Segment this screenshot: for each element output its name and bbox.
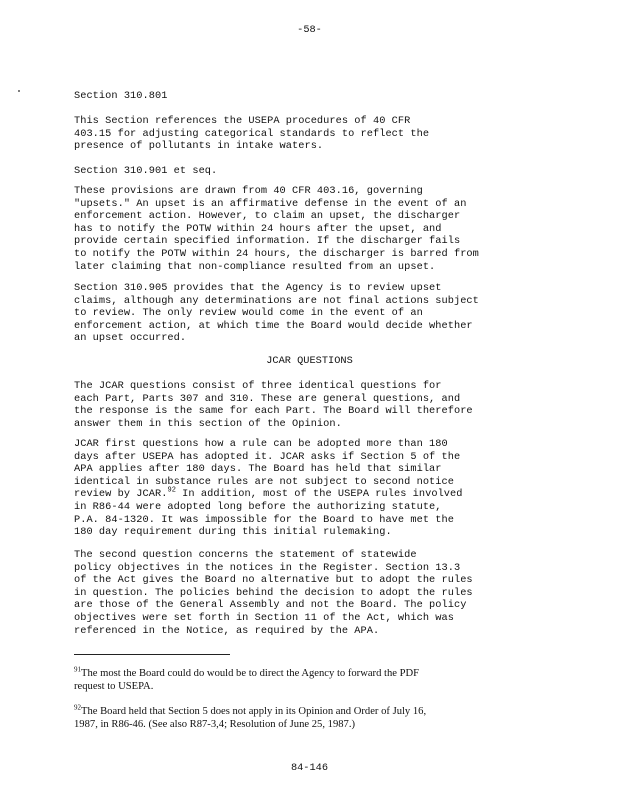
footnote-91: [74, 667, 544, 693]
footnote-text: The Board held that Section 5 does not apply in its Opinion and Order of July 16,: [81, 706, 427, 717]
text-fragment: In addition, most of the USEPA rules involved: [175, 488, 463, 501]
text-line: policy objectives in the notices in the Register. Section 13.3: [74, 561, 461, 574]
text-line: an upset occurred.: [74, 332, 187, 345]
jcar-paragraph-2: [74, 438, 463, 539]
text-line: 180 day requirement during this initial rulemaking.: [74, 526, 392, 539]
page-number-bottom: 84-146: [290, 762, 329, 774]
footnote-line: request to USEPA.: [74, 681, 154, 692]
text-line: claims, although any determinations are not final actions subject: [74, 294, 479, 307]
text-line: The JCAR questions consist of three identical questions for: [74, 380, 442, 392]
text-line: P.A. 84-1320. It was impossible for the Board to have met the: [74, 513, 454, 526]
text-line: APA applies after 180 days. The Board has held that similar: [74, 463, 442, 476]
text-line: to notify the POTW within 24 hours, the discharger is barred from: [74, 247, 479, 260]
text-line: are those of the General Assembly and not the Board. The policy: [74, 599, 467, 612]
footnote-marker: 91: [74, 665, 81, 674]
footnote-marker: 92: [74, 703, 81, 712]
footnote-text: The most the Board could do would be to direct the Agency to forward the PDF: [81, 668, 420, 679]
section-heading-310-801: Section 310.801: [74, 90, 168, 102]
text-line: the response is the same for each Part. The Board will therefore: [74, 405, 473, 418]
text-line: referenced in the Notice, as required by the APA.: [74, 624, 380, 637]
text-fragment: review by JCAR.: [74, 488, 168, 501]
footnote-line: [74, 667, 544, 680]
footnote-reference-92: 92: [167, 486, 176, 495]
text-line: days after USEPA has adopted it. JCAR asks if Section 5 of the: [74, 450, 461, 463]
section-310-901-paragraph-1: [74, 185, 479, 273]
text-line: identical in substance rules are not subject to second notice: [74, 475, 454, 488]
text-line: enforcement action, at which time the Board would decide whether: [74, 319, 473, 332]
section-heading-310-901: Section 310.901 et seq.: [74, 165, 218, 177]
text-line: JCAR first questions how a rule can be adopted more than 180: [74, 438, 448, 450]
text-line: enforcement action. However, to claim an upset, the discharger: [74, 210, 461, 223]
text-line: to review. The only review would come in the event of an: [74, 307, 423, 320]
text-line: These provisions are drawn from 40 CFR 403.16, governing: [74, 185, 423, 197]
scan-speck: [18, 90, 20, 92]
text-line: each Part, Parts 307 and 310. These are general questions, and: [74, 392, 461, 405]
text-line: 403.15 for adjusting categorical standards to reflect the: [74, 127, 430, 140]
jcar-questions-heading: JCAR QUESTIONS: [266, 355, 353, 367]
text-line: in R86-44 were adopted long before the authorizing statute,: [74, 500, 442, 513]
text-line: provide certain specified information. If the discharger fails: [74, 235, 461, 248]
text-line: The second question concerns the statement of statewide: [74, 549, 417, 561]
page-number-top: -58-: [297, 24, 322, 36]
text-line: answer them in this section of the Opinion.: [74, 417, 342, 430]
footnote-separator: [74, 654, 230, 655]
text-line-with-footnote: [74, 488, 463, 501]
footnote-line: 1987, in R86-46. (See also R87-3,4; Resolution of June 25, 1987.): [74, 719, 356, 730]
footnote-92: [74, 705, 544, 731]
jcar-paragraph-1: [74, 380, 473, 430]
jcar-paragraph-3: [74, 549, 473, 637]
section-310-901-paragraph-2: [74, 282, 479, 345]
text-line: "upsets." An upset is an affirmative defense in the event of an: [74, 197, 467, 210]
text-line: has to notify the POTW within 24 hours after the upset, and: [74, 222, 442, 235]
text-line: objectives were set forth in Section 11 of the Act, which was: [74, 611, 454, 624]
footnote-line: [74, 705, 544, 718]
text-line: of the Act gives the Board no alternative but to adopt the rules: [74, 574, 473, 587]
text-line: This Section references the USEPA procedures of 40 CFR: [74, 115, 411, 127]
text-line: Section 310.905 provides that the Agency is to review upset: [74, 282, 442, 294]
text-line: presence of pollutants in intake waters.: [74, 140, 324, 153]
section-310-801-paragraph: [74, 115, 429, 153]
text-line: in question. The policies behind the decision to adopt the rules: [74, 586, 473, 599]
text-line: later claiming that non-compliance resulted from an upset.: [74, 260, 436, 273]
